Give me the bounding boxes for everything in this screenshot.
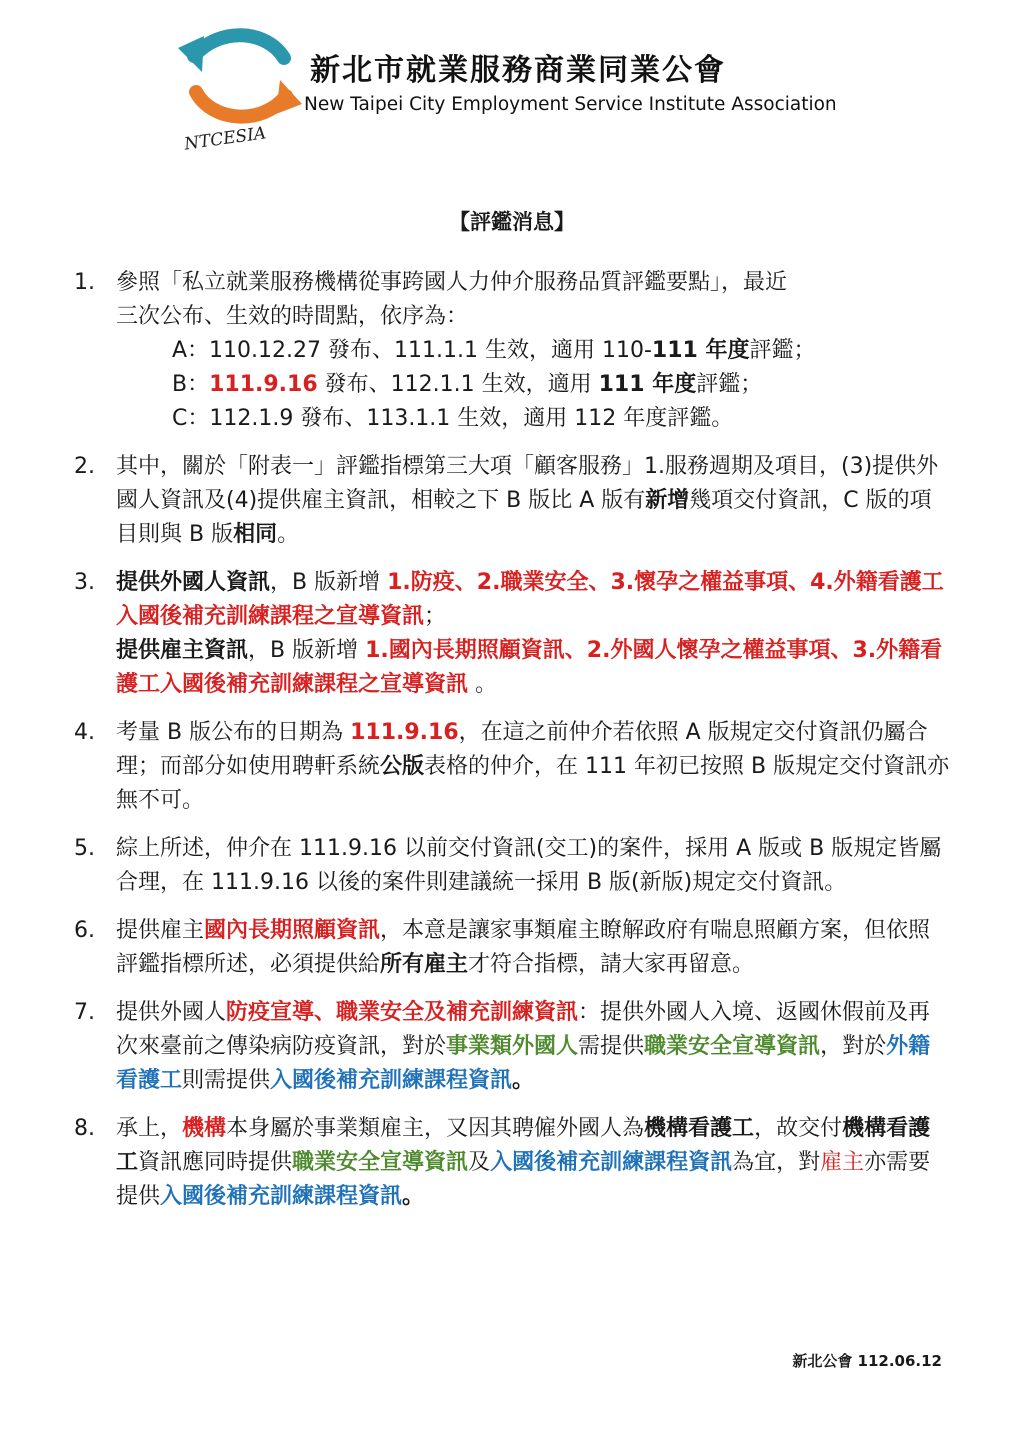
version-a: A：110.12.27 發布、111.1.1 生效，適用 110-111 年度評鑑； <box>172 338 816 363</box>
list-item-4: 4. 考量 B 版公布的日期為 111.9.16，在這之前仲介若依照 A 版規定交付資訊仍屬合理；而部分如使用聘軒系統公版表格的仲介，在 111 年初已按照 B 版規定交付資訊亦無不可。 <box>74 720 950 813</box>
org-name-zh: 新北市就業服務商業同業公會 <box>310 53 726 88</box>
list-item-6: 6. 提供雇主國內長期照顧資訊，本意是讓家事類雇主瞭解政府有喘息照顧方案，但依照評鑑指標所述，必須提供給所有雇主才符合指標，請大家再留意。 <box>74 918 931 977</box>
list-item-1: 1. 參照「私立就業服務機構從事跨國人力仲介服務品質評鑑要點」，最近 三次公布、生效的時間點，依序為： A：110.12.27 發布、111.1.1 生效，適用 110-111 年度評鑑； B：111.9.16 發布、112.1.1 生效，適用 111 年度評鑑； C：112.1.9 發布、113.1.1 生效，適用 112 年度評鑑。 <box>0 266 1024 436</box>
list-item-5: 5. 綜上所述，仲介在 111.9.16 以前交付資訊(交工)的案件，採用 A 版或 B 版規定皆屬合理，在 111.9.16 以後的案件則建議統一採用 B 版(新版)規定交付資訊。 <box>74 836 942 895</box>
org-name-en: New Taipei City Employment Service Institute Association <box>304 94 837 115</box>
page-title: 【評鑑消息】 <box>449 210 575 234</box>
version-c: C：112.1.9 發布、113.1.1 生效，適用 112 年度評鑑。 <box>172 406 734 431</box>
version-b: B：111.9.16 發布、112.1.1 生效，適用 111 年度評鑑； <box>172 372 763 397</box>
list-item-2: 2. 其中，關於「附表一」評鑑指標第三大項「顧客服務」1.服務週期及項目，(3)提供外國人資訊及(4)提供雇主資訊，相較之下 B 版比 A 版有新增幾項交付資訊，C 版的項目則與 B 版相同。 <box>74 454 939 547</box>
ntcesia-logo-icon <box>172 18 308 158</box>
logo-text: NTCESIA <box>183 123 268 155</box>
list-item-8: 8. 承上，機構本身屬於事業類雇主，又因其聘僱外國人為機構看護工，故交付機構看護工資訊應同時提供職業安全宣導資訊及入國後補充訓練課程資訊為宜，對雇主亦需要提供入國後補充訓練課程資訊。 <box>74 1116 931 1209</box>
list-item-7: 7. 提供外國人防疫宣導、職業安全及補充訓練資訊：提供外國人入境、返國休假前及再次來臺前之傳染病防疫資訊，對於事業類外國人需提供職業安全宣導資訊，對於外籍看護工則需提供入國後補充訓練課程資訊。 <box>74 1000 931 1093</box>
letterhead <box>0 0 1024 170</box>
list-item-3: 3. 提供外國人資訊，B 版新增 1.防疫、2.職業安全、3.懷孕之權益事項、4.外籍看護工入國後補充訓練課程之宣導資訊； 提供雇主資訊，B 版新增 1.國內長期照顧資訊、2.外國人懷孕之權益事項、3.外籍看護工入國後補充訓練課程之宣導資訊 。 <box>74 570 944 697</box>
footer-signature: 新北公會 112.06.12 <box>792 1352 942 1370</box>
news-list <box>0 266 1024 1228</box>
